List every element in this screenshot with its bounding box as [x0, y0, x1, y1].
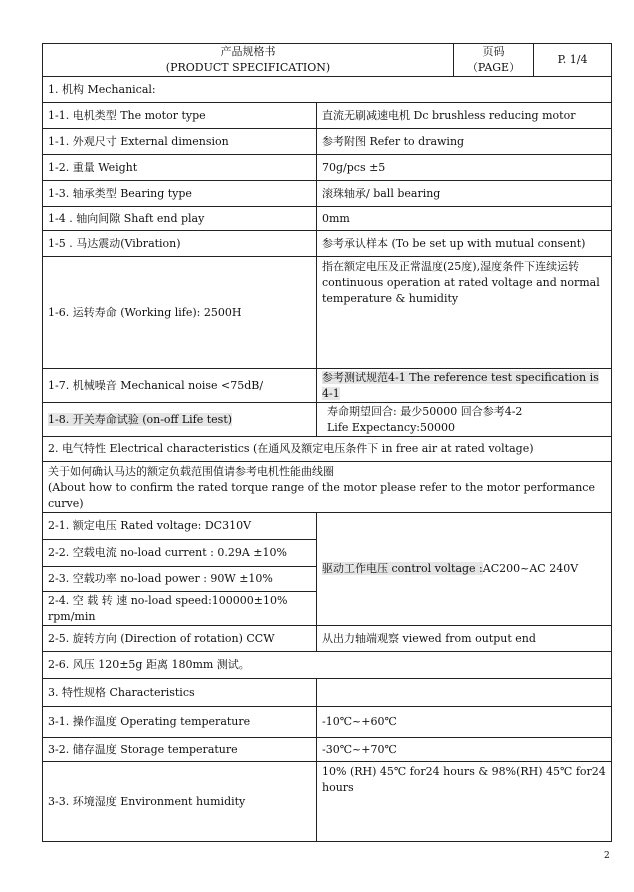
spec-value: [317, 257, 612, 369]
drive-voltage-label: 驱动工作电压 control voltage :: [322, 562, 483, 575]
spec-value: 参考附图 Refer to drawing: [317, 129, 612, 155]
spec-value: 参考承认样本 (To be set up with mutual consent): [317, 231, 612, 257]
page-label: 页码（PAGE）: [454, 44, 534, 77]
spec-row: [43, 369, 612, 403]
spec-label: 1-1. 外观尺寸 External dimension: [43, 129, 317, 155]
note-en: (About how to confirm the rated torque range of the motor please refer to the motor performance curve): [48, 481, 595, 510]
empty-cell: [317, 679, 612, 707]
spec-row: [43, 103, 612, 129]
life-expectancy-cn: 寿命期望回合: 最少50000 回合参考4-2: [327, 404, 523, 418]
spec-value: -30℃~+70℃: [317, 738, 612, 762]
section-heading-characteristics: 3. 特性规格 Characteristics: [43, 679, 317, 707]
spec-label: 2-5. 旋转方向 (Direction of rotation) CCW: [43, 626, 317, 652]
spec-label: 2-3. 空载功率 no-load power : 90W ±10%: [43, 567, 317, 592]
spec-value: [317, 403, 612, 437]
spec-row: [43, 231, 612, 257]
working-life-desc-cn: 指在额定电压及正常温度(25度),湿度条件下连续运转: [322, 260, 580, 273]
title-en: (PRODUCT SPECIFICATION): [165, 61, 331, 74]
note-cn: 关于如何确认马达的额定负载范围值请参考电机性能曲线圈: [48, 465, 334, 478]
spec-label: 2-2. 空载电流 no-load current : 0.29A ±10%: [43, 540, 317, 567]
spec-row: [43, 707, 612, 738]
working-life-desc-en: continuous operation at rated voltage and normal temperature & humidity: [322, 276, 600, 305]
on-off-life-label: 1-8. 开关寿命试验 (on-off Life test): [48, 412, 233, 426]
spec-value: 0mm: [317, 207, 612, 231]
spec-label: 2-4. 空 载 转 速 no-load speed:100000±10% rpm/min: [43, 592, 317, 626]
spec-row: [43, 155, 612, 181]
spec-row: [43, 513, 612, 540]
life-expectancy-en: Life Expectancy:50000: [327, 420, 455, 434]
spec-value: 直流无刷减速电机 Dc brushless reducing motor: [317, 103, 612, 129]
spec-label: 3-1. 操作温度 Operating temperature: [43, 707, 317, 738]
spec-label: 2-1. 额定电压 Rated voltage: DC310V: [43, 513, 317, 540]
spec-row: [43, 738, 612, 762]
spec-label: 3-2. 储存温度 Storage temperature: [43, 738, 317, 762]
spec-label: 3-3. 环境湿度 Environment humidity: [43, 762, 317, 842]
spec-row: [43, 257, 612, 369]
spec-row: [43, 181, 612, 207]
spec-value: 10% (RH) 45℃ for24 hours & 98%(RH) 45℃ for24 hours: [317, 762, 612, 842]
spec-label: 1-3. 轴承类型 Bearing type: [43, 181, 317, 207]
specification-table: [42, 43, 612, 842]
section-heading-electrical: 2. 电气特性 Electrical characteristics (在通风及额定电压条件下 in free air at rated voltage): [43, 437, 612, 462]
spec-value: 滚珠轴承/ ball bearing: [317, 181, 612, 207]
spec-label: 1-6. 运转寿命 (Working life): 2500H: [43, 257, 317, 369]
spec-label: 1-1. 电机类型 The motor type: [43, 103, 317, 129]
spec-label: 1-5 . 马达震动(Vibration): [43, 231, 317, 257]
page-number: 2: [604, 851, 610, 861]
spec-value: [317, 369, 612, 403]
spec-row: [43, 626, 612, 652]
spec-label: [43, 403, 317, 437]
spec-row: [43, 762, 612, 842]
document-title: [43, 44, 454, 77]
spec-label: 1-7. 机械噪音 Mechanical noise <75dB/: [43, 369, 317, 403]
spec-row: [43, 129, 612, 155]
wind-pressure-row: 2-6. 风压 120±5g 距离 180mm 测试。: [43, 652, 612, 679]
performance-curve-note: [43, 462, 612, 513]
title-cn: 产品规格书: [220, 45, 276, 58]
drive-voltage-cell: [317, 513, 612, 626]
spec-label: 1-4 . 轴向间隙 Shaft end play: [43, 207, 317, 231]
page-value: P. 1/4: [534, 44, 612, 77]
spec-value: 从出力轴端观察 viewed from output end: [317, 626, 612, 652]
spec-row: [43, 403, 612, 437]
noise-reference-text: 参考测试规范4-1 The reference test specification is 4-1: [322, 370, 599, 400]
spec-value: -10℃~+60℃: [317, 707, 612, 738]
spec-row: [43, 207, 612, 231]
section-heading-mechanical: 1. 机构 Mechanical:: [43, 77, 612, 103]
spec-value: 70g/pcs ±5: [317, 155, 612, 181]
drive-voltage-value: AC200~AC 240V: [482, 562, 579, 575]
spec-label: 1-2. 重量 Weight: [43, 155, 317, 181]
